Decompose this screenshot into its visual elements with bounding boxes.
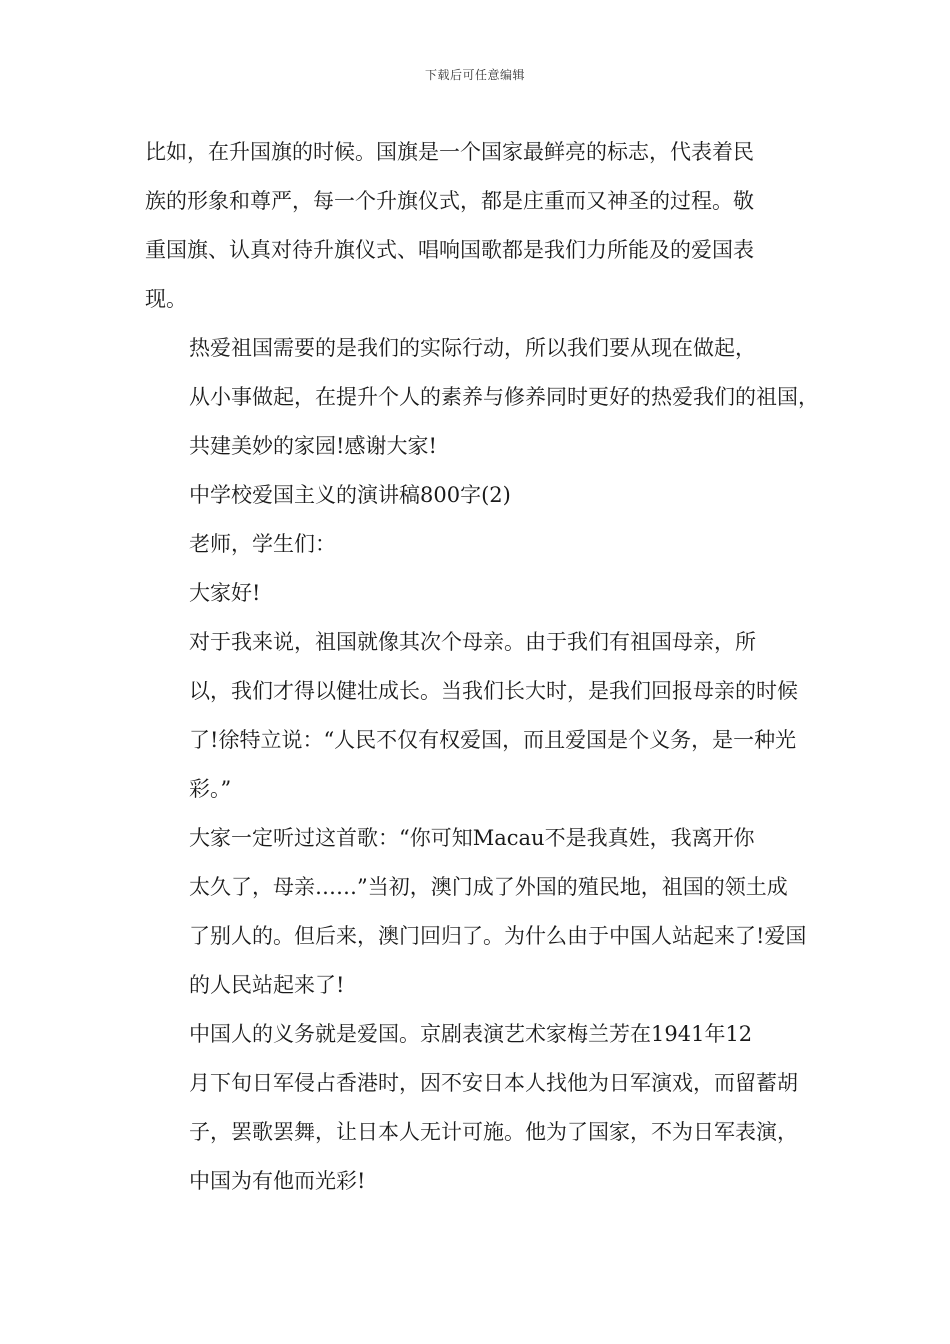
salutation <box>145 520 805 569</box>
paragraph-flag-raising <box>145 128 805 324</box>
paragraph-macau <box>145 814 805 1010</box>
text-line: 大家好! <box>189 581 261 605</box>
text-line: 月下旬日军侵占香港时，因不安日本人找他为日军演戏，而留蓄胡 <box>189 1071 798 1095</box>
text-line: 了!徐特立说：“人民不仅有权爱国，而且爱国是个义务，是一种光 <box>189 728 797 752</box>
text-line: 重国旗、认真对待升旗仪式、唱响国歌都是我们力所能及的爱国表 <box>145 238 754 262</box>
text-line: 族的形象和尊严，每一个升旗仪式，都是庄重而又神圣的过程。敬 <box>145 189 754 213</box>
text-line: 对于我来说，祖国就像其次个母亲。由于我们有祖国母亲，所 <box>189 630 756 654</box>
text-line: 老师，学生们： <box>189 532 336 556</box>
paragraph-action <box>145 324 819 471</box>
text-line: 子，罢歌罢舞，让日本人无计可施。他为了国家，不为日军表演， <box>189 1120 798 1144</box>
text-line: 大家一定听过这首歌：“你可知Macau不是我真姓，我离开你 <box>189 826 755 850</box>
text-line: 中国为有他而光彩! <box>189 1169 366 1193</box>
text-line: 热爱祖国需要的是我们的实际行动，所以我们要从现在做起， <box>189 336 756 360</box>
text-line: 从小事做起，在提升个人的素养与修养同时更好的热爱我们的祖国， <box>189 385 819 409</box>
text-line: 以，我们才得以健壮成长。当我们长大时，是我们回报母亲的时候 <box>189 679 798 703</box>
paragraph-motherland <box>145 618 805 814</box>
text-line: 彩。” <box>189 777 232 801</box>
text-line: 中国人的义务就是爱国。京剧表演艺术家梅兰芳在1941年12 <box>189 1022 753 1046</box>
text-line: 现。 <box>145 287 187 311</box>
text-line: 的人民站起来了! <box>189 973 345 997</box>
paragraph-mei-lanfang <box>145 1010 805 1206</box>
text-line: 比如，在升国旗的时候。国旗是一个国家最鲜亮的标志，代表着民 <box>145 140 754 164</box>
text-line: 太久了，母亲……”当初，澳门成了外国的殖民地，祖国的领土成 <box>189 875 788 899</box>
greeting <box>145 569 805 618</box>
text-line: 中学校爱国主义的演讲稿800字(2) <box>189 483 511 507</box>
document-body <box>145 128 819 1206</box>
section-title <box>145 471 805 520</box>
text-line: 了别人的。但后来，澳门回归了。为什么由于中国人站起来了!爱国 <box>189 924 807 948</box>
page-header: 下载后可任意编辑 <box>424 68 525 82</box>
text-line: 共建美妙的家园!感谢大家! <box>189 434 437 458</box>
